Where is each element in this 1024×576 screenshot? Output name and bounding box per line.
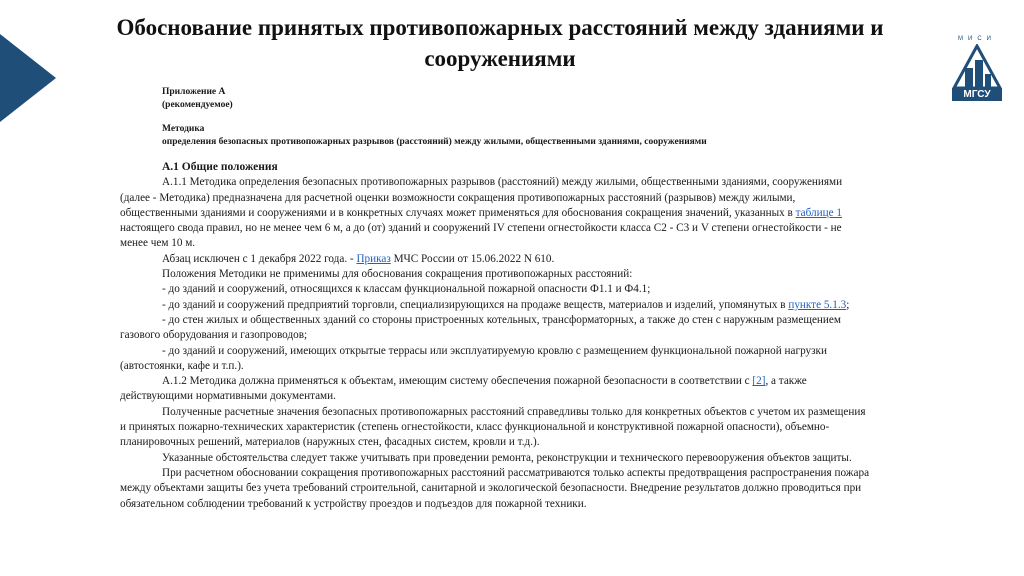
table-1-link[interactable]: таблице 1 bbox=[795, 206, 842, 219]
page-title: Обоснование принятых противопожарных расстояний между зданиями и сооружениями bbox=[116, 15, 884, 71]
list-item: - до зданий и сооружений предприятий торговли, специализирующихся на продаже веществ, материалов и изделий, упомянутых в пункте 5.1.3; bbox=[162, 298, 850, 311]
list-item: - до стен жилых и общественных зданий со стороны пристроенных котельных, трансформаторных, а также до стен с наружным размещением газового оборудования и газопроводов; bbox=[120, 313, 841, 342]
paragraph-excluded: Абзац исключен с 1 декабря 2022 года. - Приказ МЧС России от 15.06.2022 N 610. bbox=[162, 252, 555, 265]
appendix-label: Приложение А bbox=[162, 87, 226, 97]
clause-513-link[interactable]: пункте 5.1.3 bbox=[788, 298, 847, 311]
section-heading: А.1 Общие положения bbox=[162, 161, 278, 173]
building-logo-icon bbox=[952, 44, 1002, 90]
method-subtitle: определения безопасных противопожарных разрывов (расстояний) между жилыми, общественными зданиями, сооружениями bbox=[162, 137, 707, 147]
order-link[interactable]: Приказ bbox=[356, 252, 391, 265]
reference-2-link[interactable]: [2] bbox=[752, 375, 766, 388]
logo-letters: МИСИ bbox=[958, 36, 996, 42]
paragraph-not-applicable: Положения Методики не применимы для обоснования сокращения противопожарных расстояний: bbox=[162, 268, 633, 281]
paragraph-circumstances: Указанные обстоятельства следует также учитывать при проведении ремонта, реконструкции и технического перевооружения объектов защиты. bbox=[162, 451, 852, 464]
appendix-note: (рекомендуемое) bbox=[162, 100, 233, 110]
document-body bbox=[120, 86, 872, 512]
paragraph-results: Полученные расчетные значения безопасных противопожарных расстояний справедливы только для конкретных объектов с учетом их размещения и принятых пожарно-технических характеристик (степень огнестойкости, класс функциональной и конструктивной пожарной опасности), объемно-планировочных решений, материалов (наружных стен, фасадных систем, кровли и т.д.). bbox=[120, 405, 866, 449]
list-item: - до зданий и сооружений, имеющих открытые террасы или эксплуатируемую кровлю с размещением функциональной пожарной нагрузки (автостоянки, кафе и т.п.). bbox=[120, 344, 827, 372]
decorative-arrow bbox=[0, 34, 56, 122]
list-item: - до зданий и сооружений, относящихся к классам функциональной пожарной опасности Ф1.1 и Ф4.1; bbox=[162, 283, 651, 296]
university-logo bbox=[952, 36, 1002, 106]
paragraph-a11: А.1.1 Методика определения безопасных противопожарных разрывов (расстояний) между жилыми, общественными зданиями, сооружениями (далее - Методика) предназначена для расчетной оценки возможности сокращения противопожарных расстояний (разрывов) между жилыми, общественными зданиями и сооружениями и в конкретных случаях может применяться для обоснования сокращения значений, указанных в таблице 1 настоящего свода правил, но не менее чем 6 м, а до (от) зданий и сооружений IV степени огнестойкости класса С2 - С3 и V степени огнестойкости - не менее чем 10 м. bbox=[120, 176, 843, 250]
method-label: Методика bbox=[162, 124, 205, 134]
paragraph-a12: А.1.2 Методика должна применяться к объектам, имеющим систему обеспечения пожарной безопасности в соответствии с [2], а также действующими нормативными документами. bbox=[120, 375, 807, 403]
logo-text: МГСУ bbox=[952, 88, 1002, 101]
paragraph-justification: При расчетном обосновании сокращения противопожарных расстояний рассматриваются только аспекты предотвращения распространения пожара между объектами защиты без учета требований строительной, санитарной и экологической безопасности. Внедрение результатов должно проводиться при обязательном соблюдении требований к устройству проездов и подъездов для пожарной техники. bbox=[120, 466, 870, 510]
